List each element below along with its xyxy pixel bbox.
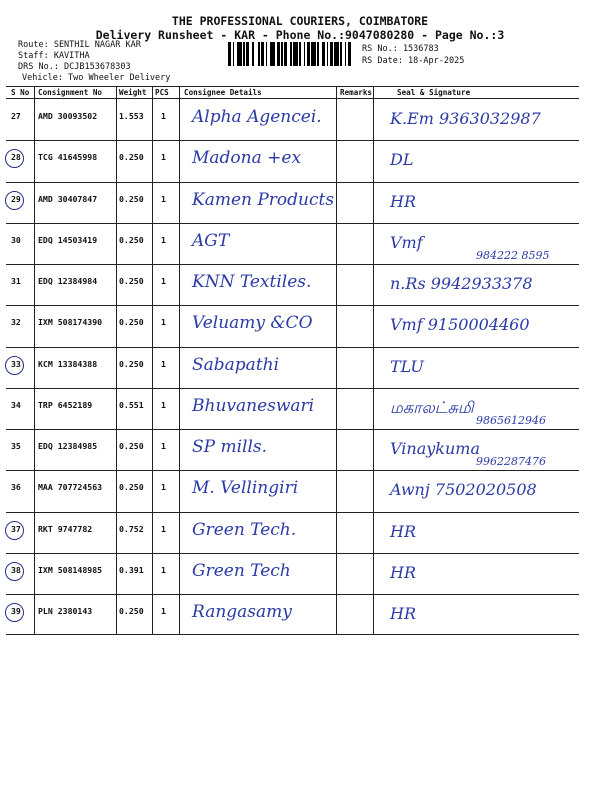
col-header-sno: S No	[11, 88, 30, 97]
rs-date: RS Date: 18-Apr-2025	[362, 56, 465, 66]
consignee-handwriting: Rangasamy	[192, 602, 292, 622]
consignment-number: KCM 13384388	[38, 358, 98, 369]
pieces-count: 1	[161, 564, 166, 575]
weight-value: 0.250	[119, 482, 144, 493]
row-divider	[6, 140, 579, 141]
pieces-count: 1	[161, 317, 166, 328]
table-row	[6, 264, 579, 305]
pieces-count: 1	[161, 399, 166, 410]
signature-handwriting: K.Em 9363032987	[390, 109, 541, 128]
signature-handwriting: TLU	[390, 356, 424, 376]
table-row	[6, 388, 579, 429]
weight-value: 0.752	[119, 523, 144, 534]
barcode	[228, 42, 354, 66]
consignment-number: PLN 2380143	[38, 606, 93, 616]
rs-number: RS No.: 1536783	[362, 44, 439, 54]
signature-handwriting: Awnj 7502020508	[390, 480, 537, 500]
col-header-pcs: PCS	[155, 88, 169, 97]
consignment-number: IXM 508174390	[38, 317, 103, 328]
weight-value: 0.250	[119, 276, 144, 286]
drs-label: DRS No.: DCJB153678303	[18, 62, 131, 72]
consignee-handwriting: Alpha Agencei.	[192, 107, 322, 127]
weight-value: 0.250	[119, 606, 144, 616]
runsheet-subtitle: Delivery Runsheet - KAR - Phone No.:9047080280 - Page No.:3	[95, 28, 505, 42]
consignee-handwriting: M. Vellingiri	[192, 478, 299, 499]
weight-value: 0.250	[119, 358, 144, 369]
table-row	[6, 182, 579, 223]
pieces-count: 1	[161, 152, 166, 163]
barcode-bar	[351, 42, 354, 66]
pieces-count: 1	[161, 441, 166, 451]
signature-phone-note: 984222 8595	[476, 248, 550, 262]
table-row	[6, 347, 579, 388]
col-header-consignee: Consignee Details	[184, 88, 262, 97]
consignee-handwriting: Sabapathi	[192, 354, 280, 375]
signature-handwriting: Vinaykuma	[390, 439, 480, 458]
company-title: THE PROFESSIONAL COURIERS, COIMBATORE	[171, 14, 429, 28]
route-label: Route: SENTHIL NAGAR KAR	[18, 40, 141, 50]
consignment-number: RKT 9747782	[38, 523, 93, 534]
weight-value: 0.391	[119, 564, 144, 575]
vehicle-label: Vehicle: Two Wheeler Delivery	[22, 73, 171, 83]
weight-value: 0.250	[119, 152, 144, 163]
weight-value: 0.551	[119, 399, 144, 410]
col-header-weight: Weight	[119, 88, 147, 97]
pieces-count: 1	[161, 193, 166, 204]
serial-number: 38	[11, 564, 21, 575]
serial-number: 27	[11, 111, 21, 121]
serial-number: 32	[11, 317, 21, 328]
serial-number: 30	[11, 234, 21, 245]
signature-handwriting: HR	[390, 521, 416, 541]
serial-number: 31	[11, 276, 21, 286]
table-row	[6, 140, 579, 181]
pieces-count: 1	[161, 276, 166, 286]
row-divider	[6, 429, 579, 430]
consignee-handwriting: Green Tech.	[192, 519, 297, 540]
pieces-count: 1	[161, 111, 166, 121]
consignee-handwriting: Bhuvaneswari	[192, 395, 315, 416]
signature-phone-note: 9962287476	[476, 455, 546, 468]
signature-handwriting: HR	[390, 191, 416, 211]
row-divider	[6, 388, 579, 389]
consignment-number: MAA 707724563	[38, 482, 103, 493]
serial-number: 35	[11, 441, 21, 451]
serial-number: 29	[11, 193, 21, 204]
consignee-handwriting: Kamen Products	[192, 189, 335, 210]
consignee-handwriting: Madona +ex	[192, 148, 302, 169]
weight-value: 0.250	[119, 317, 144, 328]
table-row	[6, 429, 579, 470]
weight-value: 1.553	[119, 111, 144, 121]
weight-value: 0.250	[119, 193, 144, 204]
consignee-handwriting: KNN Textiles.	[192, 272, 312, 292]
serial-number: 28	[11, 152, 21, 163]
consignment-number: EDQ 14503419	[38, 234, 98, 245]
signature-handwriting: HR	[390, 562, 416, 582]
consignment-number: IXM 508148985	[38, 564, 103, 575]
serial-number: 39	[11, 606, 21, 616]
row-divider	[6, 512, 579, 513]
consignee-handwriting: Green Tech	[192, 560, 291, 581]
row-divider	[6, 264, 579, 265]
signature-handwriting: Vmf	[390, 232, 423, 252]
col-header-consignment: Consignment No	[38, 88, 103, 97]
serial-number: 37	[11, 523, 21, 534]
col-header-remarks: Remarks	[340, 88, 373, 97]
consignee-handwriting: SP mills.	[192, 437, 268, 457]
row-divider	[6, 470, 579, 471]
consignment-number: TRP 6452189	[38, 399, 93, 410]
signature-handwriting: n.Rs 9942933378	[390, 274, 533, 293]
consignee-handwriting: Veluamy &CO	[192, 313, 313, 334]
weight-value: 0.250	[119, 234, 144, 245]
consignment-number: TCG 41645998	[38, 152, 98, 163]
consignee-handwriting: AGT	[192, 230, 230, 251]
table-row	[6, 223, 579, 264]
table-top-border	[6, 86, 579, 87]
signature-handwriting: HR	[390, 604, 416, 623]
table-row	[6, 470, 579, 511]
signature-handwriting: மகாலட்சுமி	[390, 397, 474, 417]
consignment-number: AMD 30407847	[38, 193, 98, 204]
row-divider	[6, 553, 579, 554]
table-row	[6, 305, 579, 346]
staff-label: Staff: KAVITHA	[18, 51, 90, 61]
table-row	[6, 553, 579, 594]
weight-value: 0.250	[119, 441, 144, 451]
serial-number: 34	[11, 399, 21, 410]
table-row	[6, 99, 579, 140]
pieces-count: 1	[161, 523, 166, 534]
row-divider	[6, 182, 579, 183]
serial-number: 36	[11, 482, 21, 493]
row-divider	[6, 347, 579, 348]
pieces-count: 1	[161, 234, 166, 245]
pieces-count: 1	[161, 482, 166, 493]
table-row	[6, 594, 579, 635]
serial-number: 33	[11, 358, 21, 369]
signature-handwriting: Vmf 9150004460	[390, 315, 530, 335]
consignment-number: EDQ 12384984	[38, 276, 98, 286]
col-header-seal: Seal & Signature	[397, 88, 471, 97]
consignment-number: AMD 30093502	[38, 111, 98, 121]
table-row	[6, 512, 579, 553]
signature-phone-note: 9865612946	[476, 413, 546, 427]
rs-info	[362, 43, 464, 67]
row-divider	[6, 223, 579, 224]
row-divider	[6, 305, 579, 306]
signature-handwriting: DL	[390, 150, 414, 170]
consignment-number: EDQ 12384985	[38, 441, 98, 451]
row-divider	[6, 594, 579, 595]
pieces-count: 1	[161, 606, 166, 616]
pieces-count: 1	[161, 358, 166, 369]
